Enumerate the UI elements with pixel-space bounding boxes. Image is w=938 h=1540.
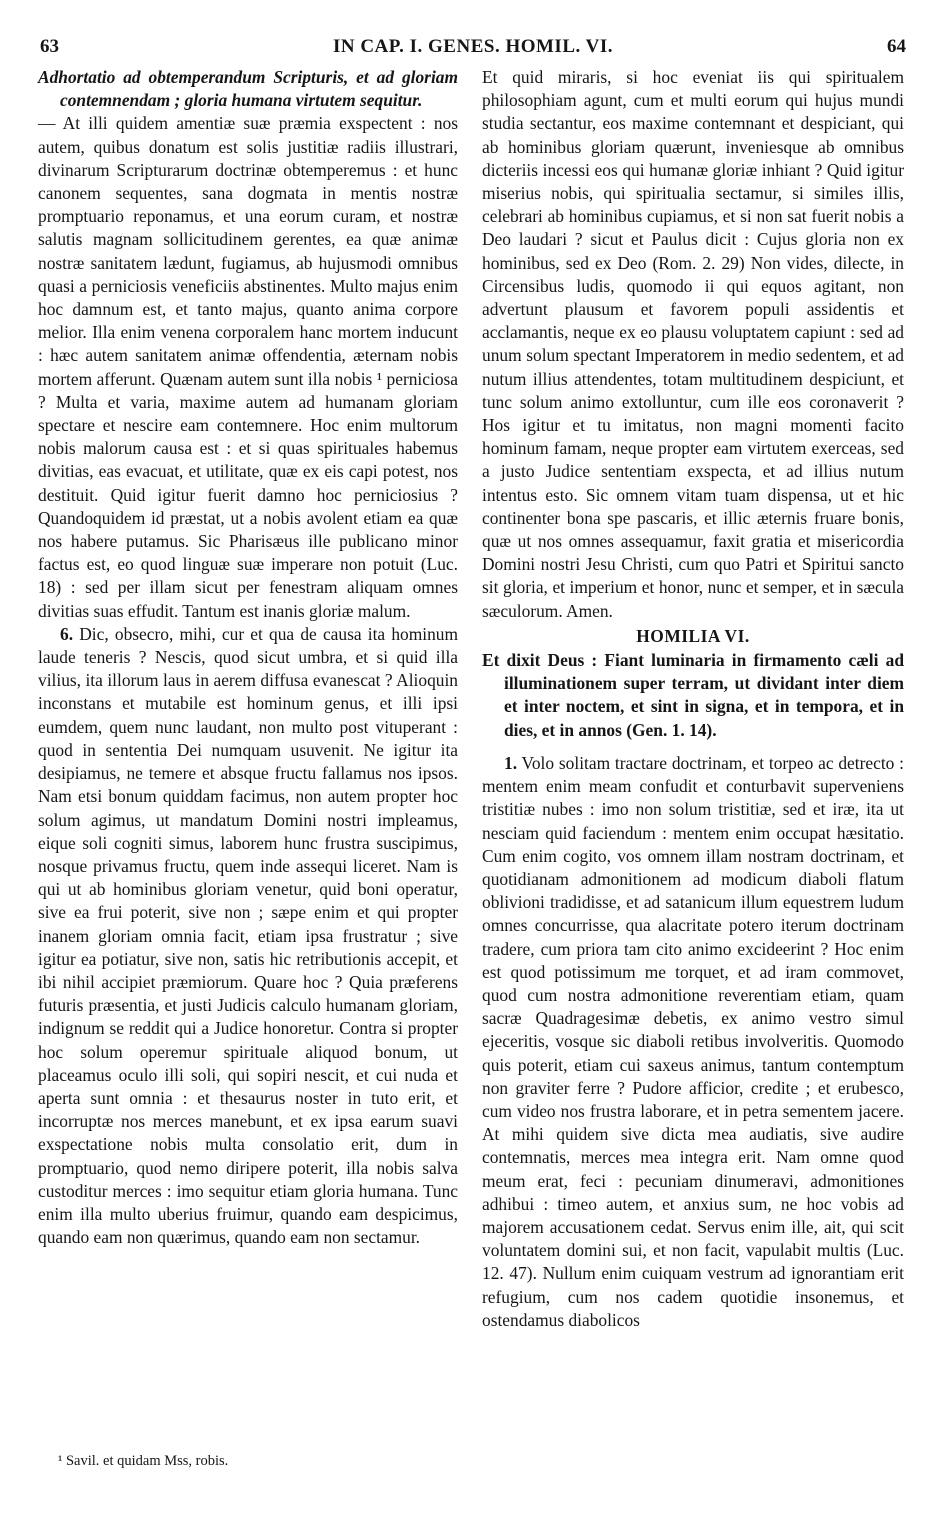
- left-column: [38, 66, 458, 1249]
- scripture-lemma: Et dixit Deus : Fiant luminaria in firmamento cæli ad illuminationem super terram, ut dividant inter diem et inter noctem, et sint in signa, et in tempora, et in dies, et in annos (Gen. 1. 14).: [482, 650, 904, 740]
- homily-title: HOMILIA VI.: [636, 625, 750, 646]
- section-summary: Adhortatio ad obtemperandum Scripturis, et ad gloriam contemnendam ; gloria humana virtutem sequitur.: [38, 67, 458, 111]
- footnote: ¹ Savil. et quidam Mss, robis.: [58, 1453, 229, 1469]
- paragraph-numbered: [482, 752, 904, 1332]
- paragraph-text: Volo solitam tractare doctrinam, et torpeo ac detrecto : mentem enim meam confudit et conturbavit superveniens tristitiæ nubes : imo non solum tristitiæ, sed et iræ, ita ut nesciam quid faciendum : mentem enim occupat hæsitatio. Cum enim cogito, vos omnem illam nostram doctrinam, et quotidianam admonitionem ad modicum diaboli flatum oblivioni tradidisse, et ad satanicum illum equestrem ludum omnes concurrisse, qua alacritate potero iterum doctrinam tradere, cum priora tam cito animo excideerint ? Hoc enim est quod potissimum me torquet, et ad iram commovet, quod cum nostra admonitione reverentiam etiam, quam sacræ Quadragesimæ debetis, ex animo vestro simul ejeceritis, vosque sic diaboli retibus involveritis. Quomodo quis poterit, etiam cui saxeus animus, tantum contemptum non graviter ferre ? Pudore afficior, credite ; et erubesco, cum video nos frustra laborare, et in petra sementem jacere. At mihi quidem sive dicta mea audiatis, sive audire contemnatis, merces mea integra erit. Nam omne quod meum erat, feci : pecuniam dinumeravi, admonitiones adhibui : timeo autem, et anxius sum, ne hoc vobis ad majorem accusationem cedat. Servus enim ille, ait, qui scit voluntatem domini sui, et non facit, vapulabit multis (Luc. 12. 47). Nullum enim cuiquam vestrum ad ignorantiam erit refugium, cum nos cadem quotidie insonemus, et ostendamus diabolicos: [482, 752, 904, 1330]
- paragraph-numbered: [38, 623, 458, 1249]
- paragraph-number: 1.: [504, 752, 518, 773]
- paragraph-text: Dic, obsecro, mihi, cur et qua de causa ita hominum laude teneris ? Nescis, quod sicut umbra, et si quid illa vilius, ita illorum laus in aerem diffusa evanescat ? Alioquin inconstans et mutabile est hominum genus, et illi ipsi eumdem, quem nunc laudant, non multo post vituperant : quod in sententia Dei numquam usuvenit. Ne igitur ita desipiamus, ne temere et absque fructu fallamus nos ipsos. Nam etsi bonum quiddam facimus, non autem propter hoc solum agimus, ut mandatum Domini nostri impleamus, eique soli cogniti simus, laborem hunc frustra suscipimus, nosque privamus fructu, quem inde assequi liceret. Nam is qui ut ab hominibus gloriam venetur, quid boni operatur, sive ea frui poterit, sive non ; sæpe enim et qui propter inanem gloriam omnia facit, etiam ipsa frustratur ; sive igitur ea potiatur, sive non, satis hic retributionis accepit, et ibi nihil accipiet præmiorum. Quare hoc ? Quia præferens futuris præsentia, et justi Judicis calculo humanam gloriam, indignum se reddit qui a Judice honoretur. Contra si propter hoc solum operemur spirituale aliquod bonum, ut placeamus oculo illi soli, qui sopiri nescit, et cui nuda et aperta sunt omnia : et thesaurus noster in tuto erit, et incorruptæ nos merces manebunt, et ex ipsa earum suavi exspectatione nobis multa consolatio erit, dum in promptuario, quod nemo diripere poterit, illa nobis salva custoditur merces : imo sequitur etiam gloria humana. Tunc enim illa multo uberius fruimur, quando eam despicimus, quando eam non quærimus, quando eam non sectamur.: [38, 623, 458, 1248]
- paragraph: — At illi quidem amentiæ suæ præmia exspectent : nos autem, quibus donatum est solis justitiæ radiis illustrari, divinarum Scripturarum doctrinæ obtemperemus : et hunc canonem sequentes, sana dogmata in mentis nostræ promptuario reponamus, et una eorum curam, et nostræ salutis magnam sollicitudinem gerentes, ea quæ animæ nostræ sanitatem lædunt, fugiamus, ab hujusmodi omnibus quasi a perniciosis veneficiis abstinentes. Multo majus enim hoc damnum est, et tanto majus, quanto anima corpore melior. Illa enim venena corporalem hanc mortem inducunt : hæc autem sanitatem animæ offendentia, æternam nobis mortem afferunt. Quænam autem sunt illa nobis ¹ perniciosa ? Multa et varia, maxime autem ad humanam gloriam spectare et nescire eam contemnere. Hoc enim multorum nobis malorum causa est : et si quas spirituales habemus divitias, eas evacuat, et utilitate, quæ ex eis capi potest, nos destituit. Quid igitur fuerit damno hoc perniciosius ? Quandoquidem id præstat, ut a nobis avolent etiam ea quæ nos habere putamus. Sic Pharisæus ille publicano minor factus est, eo quod linguæ suæ imperare non potuit (Luc. 18) : sed per illam sicut per fenestram aliquam omnes divitias suas effudit. Tantum est inanis gloriæ malum.: [38, 113, 458, 621]
- page-header: [40, 36, 906, 62]
- right-column: [482, 66, 904, 1332]
- running-title: IN CAP. I. GENES. HOMIL. VI.: [332, 36, 614, 57]
- paragraph-number: 6.: [60, 623, 74, 644]
- paragraph: Et quid miraris, si hoc eveniat iis qui spiritualem philosophiam agunt, cum et multi eorum qui hujus mundi studia sectantur, eos maxime contemnant et despiciant, qui ab hominibus gloriam quærunt, inveniesque ab omnibus dicteriis incessi eos qui humanæ gloriæ inhiant ? Quid igitur miserius nobis, qui spiritualia sectamur, si similes illis, celebrari ab hominibus cupiamus, et si non sat fuerit nobis a Deo laudari ? sicut et Paulus dicit : Cujus gloria non ex hominibus, sed ex Deo (Rom. 2. 29) Non vides, dilecte, in Circensibus ludis, quomodo ii qui equos agitant, non advertunt plausum et favorem populi assidentis et acclamantis, neque ex eo plausu voluptatem capiunt : sed ad unum solum spectant Imperatorem in medio sedentem, et ad nutum illius attendentes, totam multitudinem despiciunt, et tunc solum animo extolluntur, cum ille eos coronaverit ? Hos igitur et tu imitatus, non magni momenti facito hominum famam, neque propter eam virtutem exerceas, sed a justo Judice sententiam exspecta, et ad illius nutum intentus esto. Sic omnem vitam tuam dispensa, ut et hic continenter bona spe pascaris, et illic æternis fruare bonis, quæ ut nos omnes assequamur, faxit gratia et misericordia Domini nostri Jesu Christi, cum quo Patri et Spiritui sancto sit gloria, et imperium et honor, nunc et semper, et in sæcula sæculorum. Amen.: [482, 67, 904, 621]
- page-number-left: 63: [40, 36, 59, 57]
- page-number-right: 64: [887, 36, 906, 57]
